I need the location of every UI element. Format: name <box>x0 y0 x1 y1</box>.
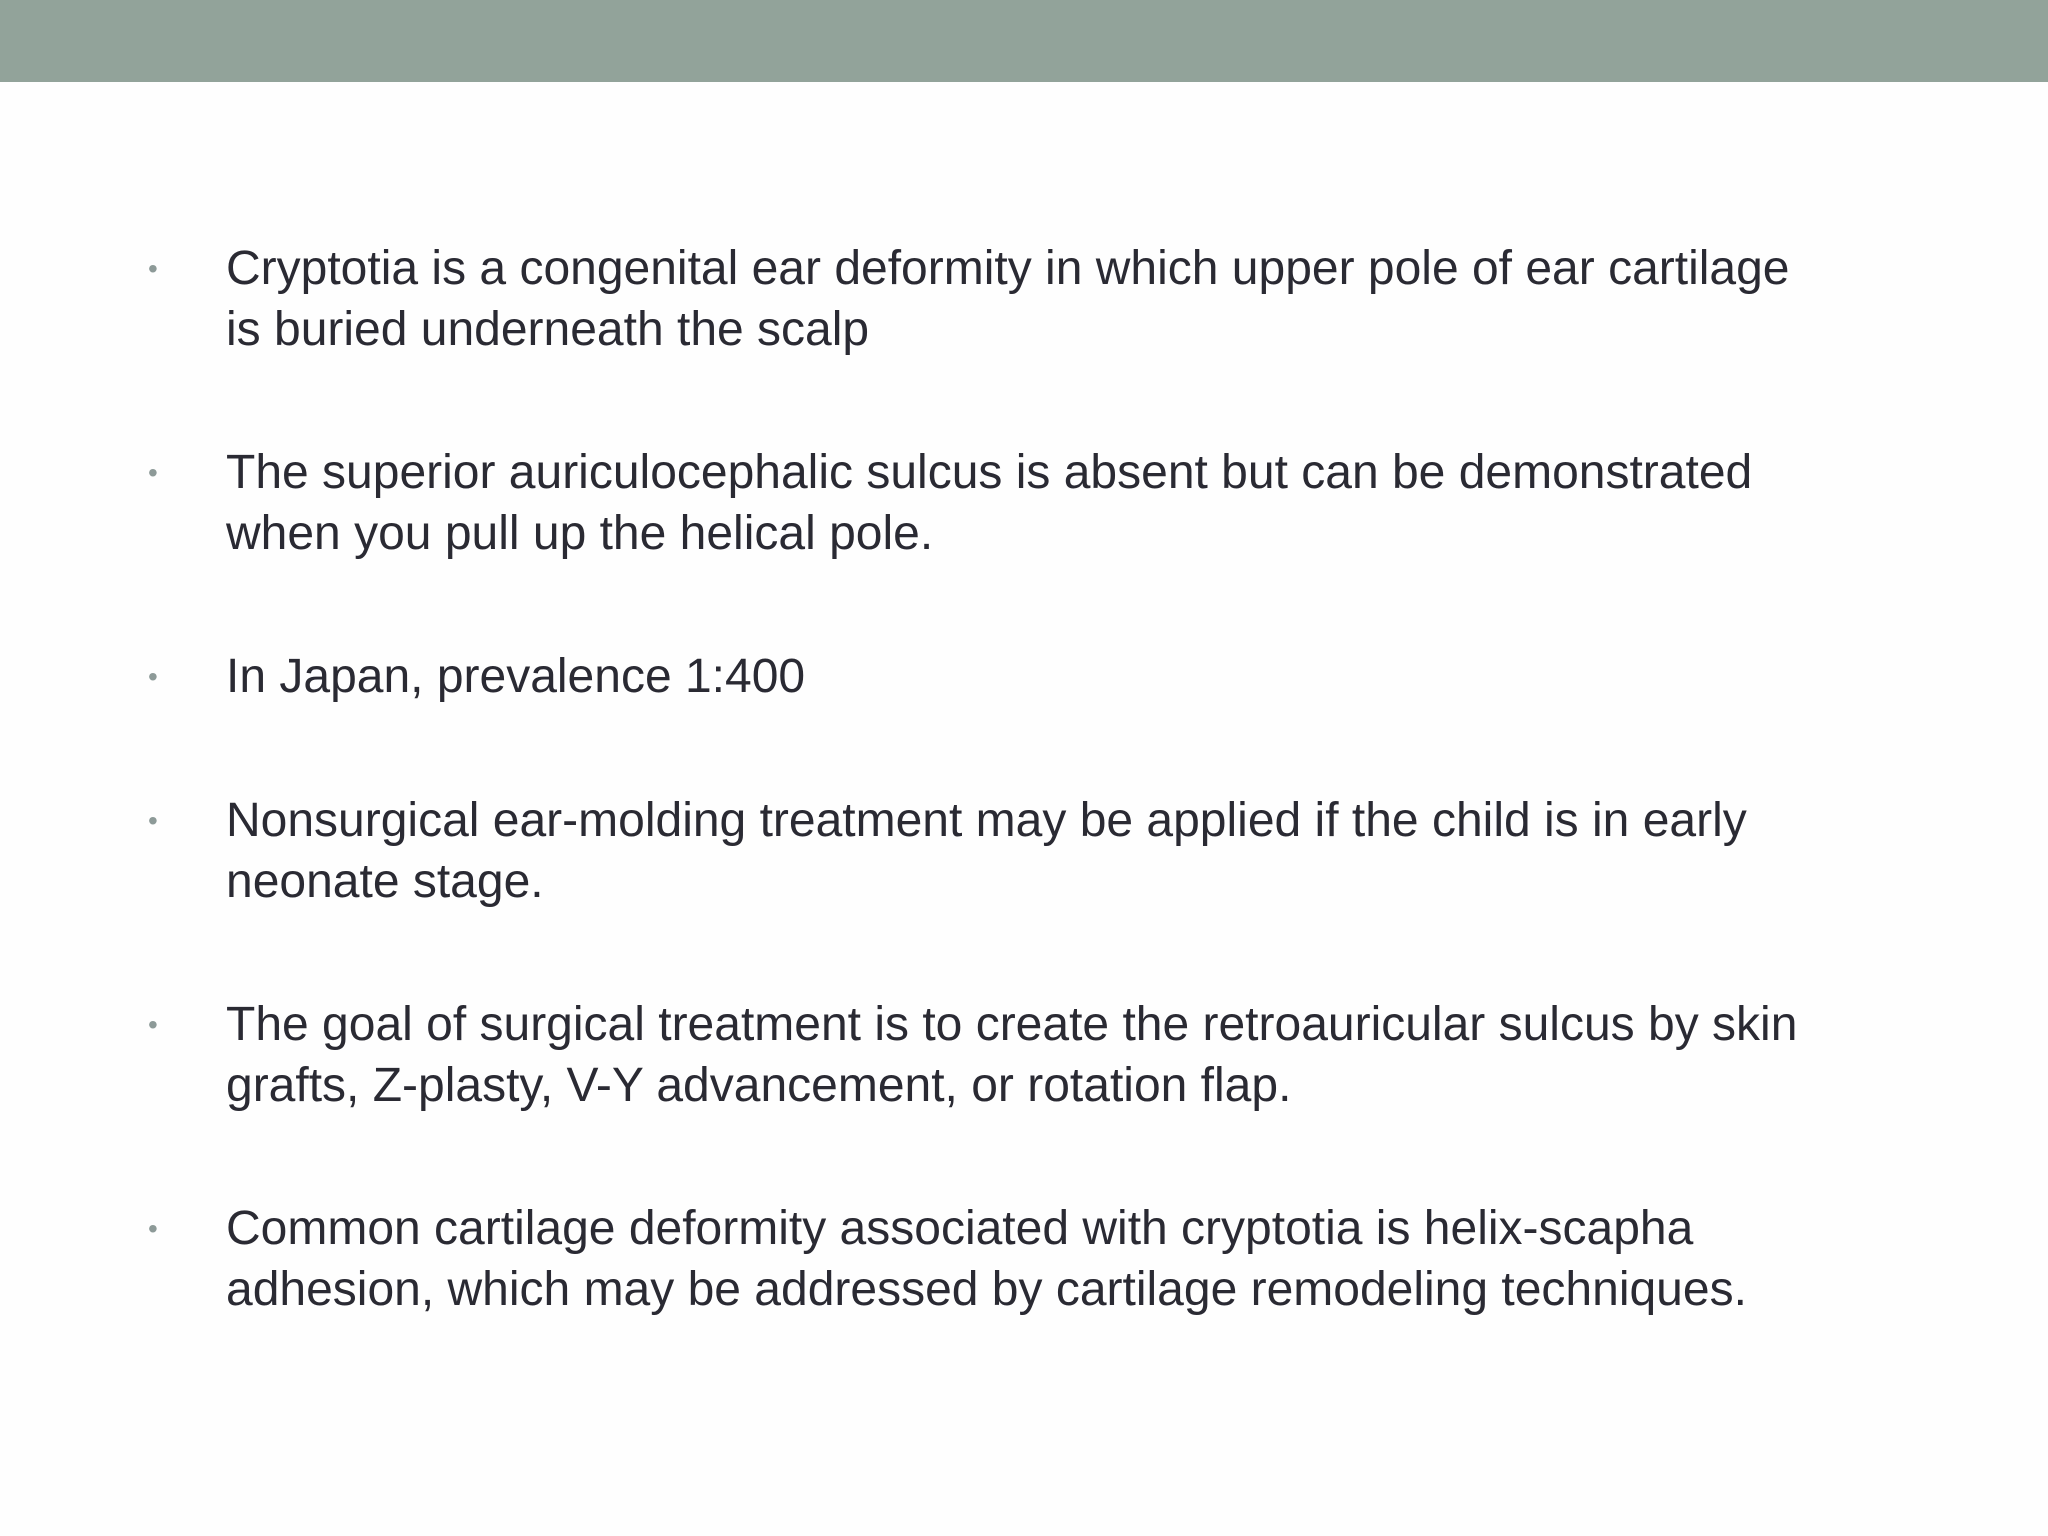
bullet-text: Cryptotia is a congenital ear deformity in which upper pole of ear cartilage is buried underneath the scalp <box>226 242 1790 356</box>
bullet-text: The goal of surgical treatment is to create the retroauricular sulcus by skin grafts, Z-plasty, V-Y advancement, or rotation flap. <box>226 998 1798 1112</box>
bullet-text: Nonsurgical ear-molding treatment may be applied if the child is in early neonate stage. <box>226 794 1747 908</box>
bullet-icon: • <box>148 457 158 488</box>
bullet-text: Common cartilage deformity associated with cryptotia is helix-scapha adhesion, which may be addressed by cartilage remodeling techniques. <box>226 1202 1747 1316</box>
bullet-item <box>148 994 1928 1116</box>
bullet-icon: • <box>148 1009 158 1040</box>
bullet-icon: • <box>148 253 158 284</box>
bullet-item <box>148 646 1928 708</box>
bullet-text: The superior auriculocephalic sulcus is absent but can be demonstrated when you pull up the helical pole. <box>226 446 1753 560</box>
bullet-list <box>148 238 1928 1402</box>
bullet-icon: • <box>148 1213 158 1244</box>
bullet-icon: • <box>148 661 158 692</box>
bullet-item <box>148 1198 1928 1320</box>
bullet-item <box>148 238 1928 360</box>
bullet-item <box>148 442 1928 564</box>
header-band <box>0 0 2048 82</box>
bullet-item <box>148 790 1928 912</box>
bullet-text: In Japan, prevalence 1:400 <box>226 650 806 703</box>
bullet-icon: • <box>148 805 158 836</box>
